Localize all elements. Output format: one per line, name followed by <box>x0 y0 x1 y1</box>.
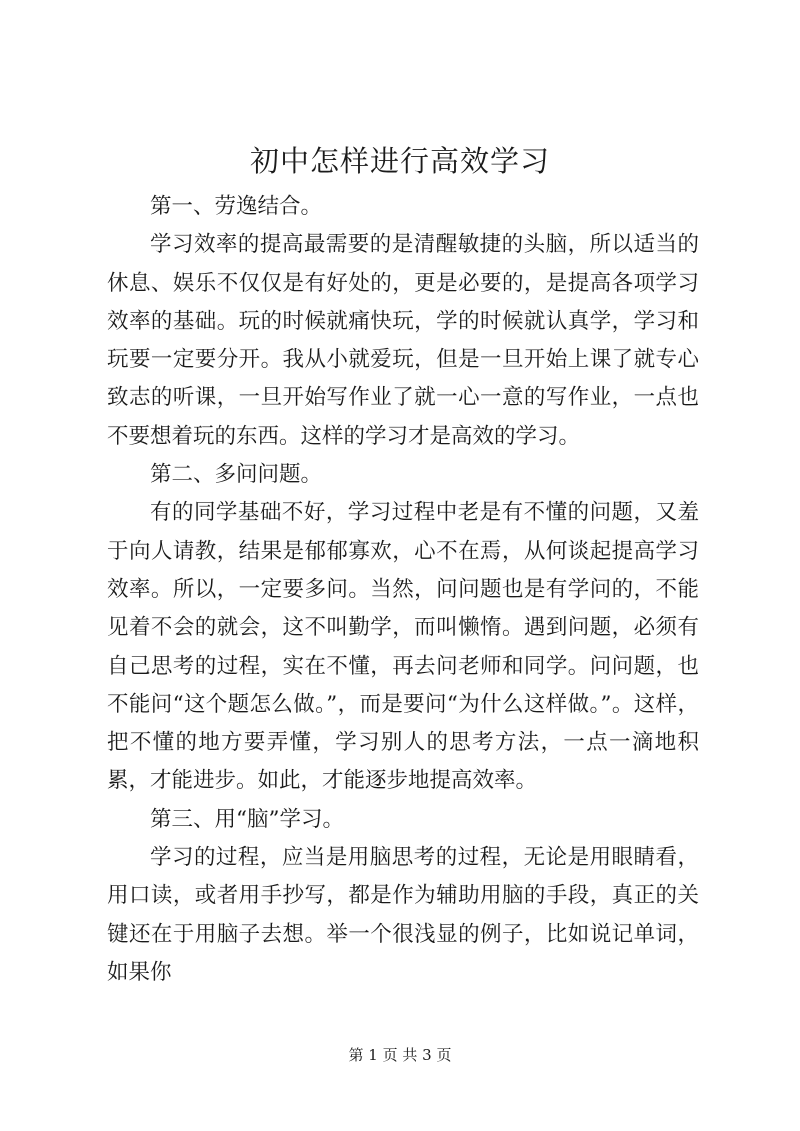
section-heading-1: 第一、劳逸结合。 <box>150 194 323 219</box>
page-footer: 第 1 页 共 3 页 <box>348 1046 452 1064</box>
paragraph-2: 有的同学基础不好，学习过程中老是有不懂的问题，又羞于向人请教，结果是郁郁寡欢，心不在焉，从何谈起提高学习效率。所以，一定要多问。当然，问问题也是有学问的，不能见着不会的就会，这不叫勤学，而叫懒惰。遇到问题，必须有自己思考的过程，实在不懂，再去问老师和同学。问问题，也不能问“这个题怎么做。”，而是要问“为什么这样做。”。这样，把不懂的地方要弄懂，学习别人的思考方法，一点一滴地积累，才能进步。如此，才能逐步地提高效率。 <box>107 500 699 794</box>
document-title: 初中怎样进行高效学习 <box>249 144 550 178</box>
paragraph-3: 学习的过程，应当是用脑思考的过程，无论是用眼睛看，用口读，或者用手抄写，都是作为辅助用脑的手段，真正的关键还在于用脑子去想。举一个很浅显的例子，比如说记单词，如果你 <box>107 845 699 985</box>
document-body <box>107 188 699 992</box>
paragraph-1: 学习效率的提高最需要的是清醒敏捷的头脑，所以适当的休息、娱乐不仅仅是有好处的，更是必要的，是提高各项学习效率的基础。玩的时候就痛快玩，学的时候就认真学，学习和玩要一定要分开。我从小就爱玩，但是一旦开始上课了就专心致志的听课，一旦开始写作业了就一心一意的写作业，一点也不要想着玩的东西。这样的学习才是高效的学习。 <box>107 232 699 449</box>
section-heading-2: 第二、多问问题。 <box>150 462 323 488</box>
section-heading-3: 第三、用“脑”学习。 <box>150 806 344 832</box>
